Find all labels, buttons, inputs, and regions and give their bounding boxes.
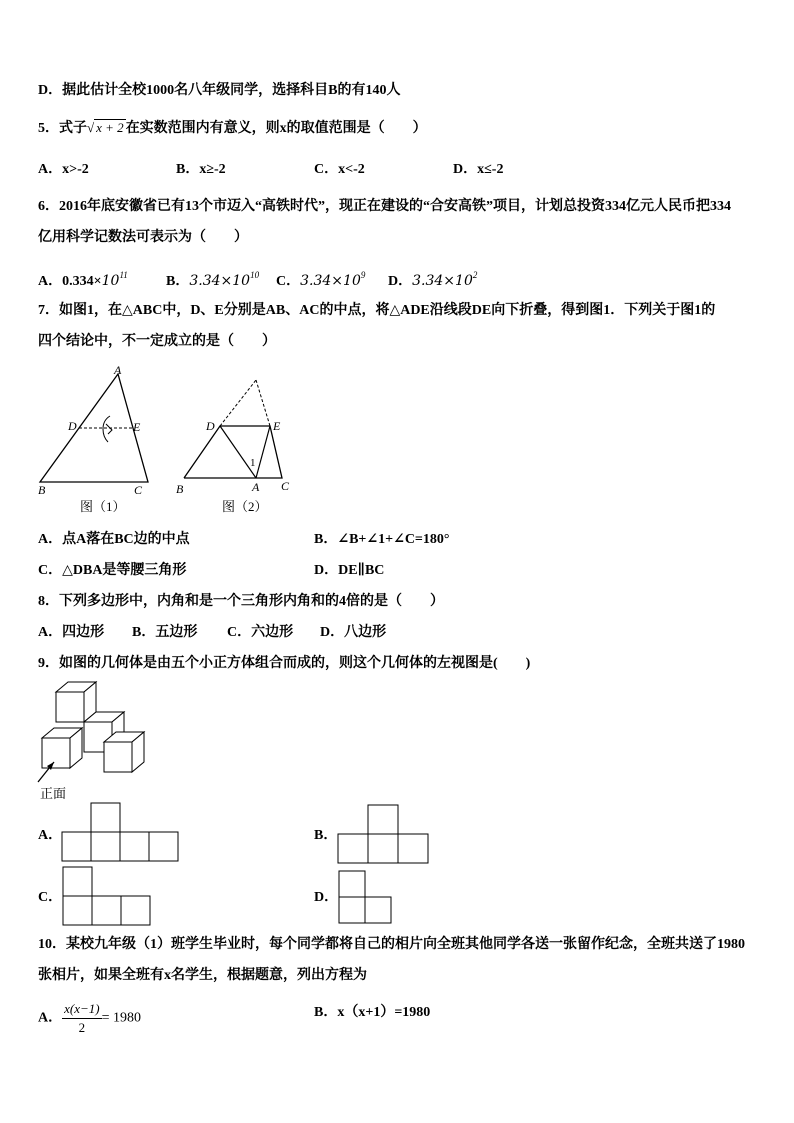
q6-option-d-mant: 3.34× xyxy=(412,273,456,289)
q6-option-a-label: A． xyxy=(38,274,63,289)
q5-prefix: 5．式子 xyxy=(38,121,87,136)
q10-option-a-rhs: = 1980 xyxy=(101,1010,142,1026)
q7-stem-line2: 四个结论中，不一定成立的是（ ） xyxy=(38,334,276,349)
q6-option-d-base: 10 xyxy=(455,273,473,289)
q6-option-c-mant: 3.34× xyxy=(300,273,344,289)
fig2-caption: 图（2） xyxy=(222,499,268,514)
q5-suffix: 在实数范围内有意义，则x的取值范围是（ ） xyxy=(125,121,427,136)
q9-left-cube-front xyxy=(42,738,70,768)
fig2-label-a: A xyxy=(252,480,260,494)
q7-option-c: C．△DBA是等腰三角形 xyxy=(38,563,187,578)
fig2-dashed-left xyxy=(220,380,256,426)
q9-right-cube-front xyxy=(104,742,132,772)
q6-option-b-label: B． xyxy=(166,274,190,289)
q6-option-b-exp: 10 xyxy=(250,270,260,280)
fig1-label-b: B xyxy=(38,483,46,497)
q9-option-b-figure xyxy=(338,804,430,864)
q9-option-a-label: A． xyxy=(38,828,63,843)
q7-stem-line1: 7．如图1，在△ABC中，D、E分别是AB、AC的中点，将△ADE沿线段DE向下折叠，得到图1．下列关于图1的 xyxy=(38,303,716,318)
q10-option-a-label: A． xyxy=(38,1010,63,1026)
q10-option-a-numerator: x(x−1) xyxy=(62,1000,101,1019)
fig2-da xyxy=(220,426,256,478)
q6-option-b xyxy=(166,266,259,291)
q8-option-d: D．八边形 xyxy=(320,625,387,640)
q9-option-d-label: D． xyxy=(314,890,339,905)
fig2-label-d: D xyxy=(206,419,215,433)
q5-option-d: D．x≤-2 xyxy=(453,162,504,177)
q6-option-d xyxy=(388,266,477,291)
q10-option-a-denominator: 2 xyxy=(78,1020,86,1035)
q6-option-d-label: D． xyxy=(388,274,413,289)
fig1-fold-arrow-icon xyxy=(103,416,112,442)
q7-option-b: B．∠B+∠1+∠C=180° xyxy=(314,532,450,547)
fig2-label-c: C xyxy=(281,479,290,493)
q9-option-b-label: B． xyxy=(314,828,338,843)
fig2-ea xyxy=(256,426,270,478)
q7-figure-1 xyxy=(30,360,160,520)
fig1-label-d: D xyxy=(68,419,77,433)
q6-option-c xyxy=(276,266,365,291)
q10-option-a-fraction xyxy=(62,1000,101,1037)
fig1-label-a: A xyxy=(114,363,122,377)
q10-stem-line1: 10．某校九年级（1）班学生毕业时，每个同学都将自己的相片向全班其他同学各送一张留作纪念，全班共送了1980 xyxy=(38,937,745,952)
q9-option-a-figure xyxy=(62,802,180,862)
q6-option-c-label: C． xyxy=(276,274,301,289)
fig2-label-e: E xyxy=(273,419,281,433)
q8-option-c: C．六边形 xyxy=(227,625,294,640)
q6-option-b-base: 10 xyxy=(232,273,251,289)
q9-option-d-figure xyxy=(338,870,394,926)
q7-figure-2 xyxy=(172,360,302,520)
q9-option-c-figure xyxy=(62,866,152,928)
q8-option-a: A．四边形 xyxy=(38,625,105,640)
q6-stem-line1: 6．2016年底安徽省已有13个市迈入“高铁时代”，现正在建设的“合安高铁”项目，计划总投资334亿元人民币把334 xyxy=(38,199,731,214)
q9-option-c-label: C． xyxy=(38,890,63,905)
q5-sqrt: √ x + 2 xyxy=(87,120,124,135)
q6-option-a xyxy=(38,266,128,291)
q10-option-b: B．x（x+1）=1980 xyxy=(314,1005,431,1020)
q6-option-d-exp: 2 xyxy=(472,270,478,280)
q6-option-a-base: 10 xyxy=(101,273,120,289)
q5-radicand: x + 2 xyxy=(96,120,124,135)
q9-stem: 9．如图的几何体是由五个小正方体组合而成的，则这个几何体的左视图是( ) xyxy=(38,656,531,671)
q4-option-d: D．据此估计全校1000名八年级同学，选择科目B的有140人 xyxy=(38,83,401,98)
q10-stem-line2: 张相片，如果全班有x名学生，根据题意，列出方程为 xyxy=(38,968,367,983)
fig1-label-e: E xyxy=(133,420,141,434)
q6-stem-line2: 亿用科学记数法可表示为（ ） xyxy=(38,230,248,245)
q9-top-cube-front xyxy=(56,692,84,722)
q6-option-a-exp: 11 xyxy=(119,270,128,280)
q8-option-b: B．五边形 xyxy=(132,625,198,640)
fig2-dashed-right xyxy=(256,380,270,426)
q8-stem: 8．下列多边形中，内角和是一个三角形内角和的4倍的是（ ） xyxy=(38,594,444,609)
q9-cubes-figure xyxy=(36,678,156,802)
q6-option-a-mant: 0.334× xyxy=(62,274,102,289)
q5-stem xyxy=(38,119,427,138)
fig1-label-c: C xyxy=(134,483,143,497)
q6-option-b-mant: 3.34× xyxy=(189,273,233,289)
q9-front-label: 正面 xyxy=(40,786,67,801)
q7-option-a: A．点A落在BC边的中点 xyxy=(38,532,190,547)
q5-option-b: B．x≥-2 xyxy=(176,162,226,177)
q6-option-c-exp: 9 xyxy=(360,270,366,280)
q5-option-a: A．x>-2 xyxy=(38,162,89,177)
fig2-label-1: 1 xyxy=(250,457,256,469)
fig2-label-b: B xyxy=(176,482,184,496)
q5-option-c: C．x<-2 xyxy=(314,162,365,177)
q7-option-d: D．DE∥BC xyxy=(314,563,385,578)
q6-option-c-base: 10 xyxy=(343,273,361,289)
fig1-caption: 图（1） xyxy=(80,499,126,514)
q10-option-a xyxy=(38,1000,141,1037)
